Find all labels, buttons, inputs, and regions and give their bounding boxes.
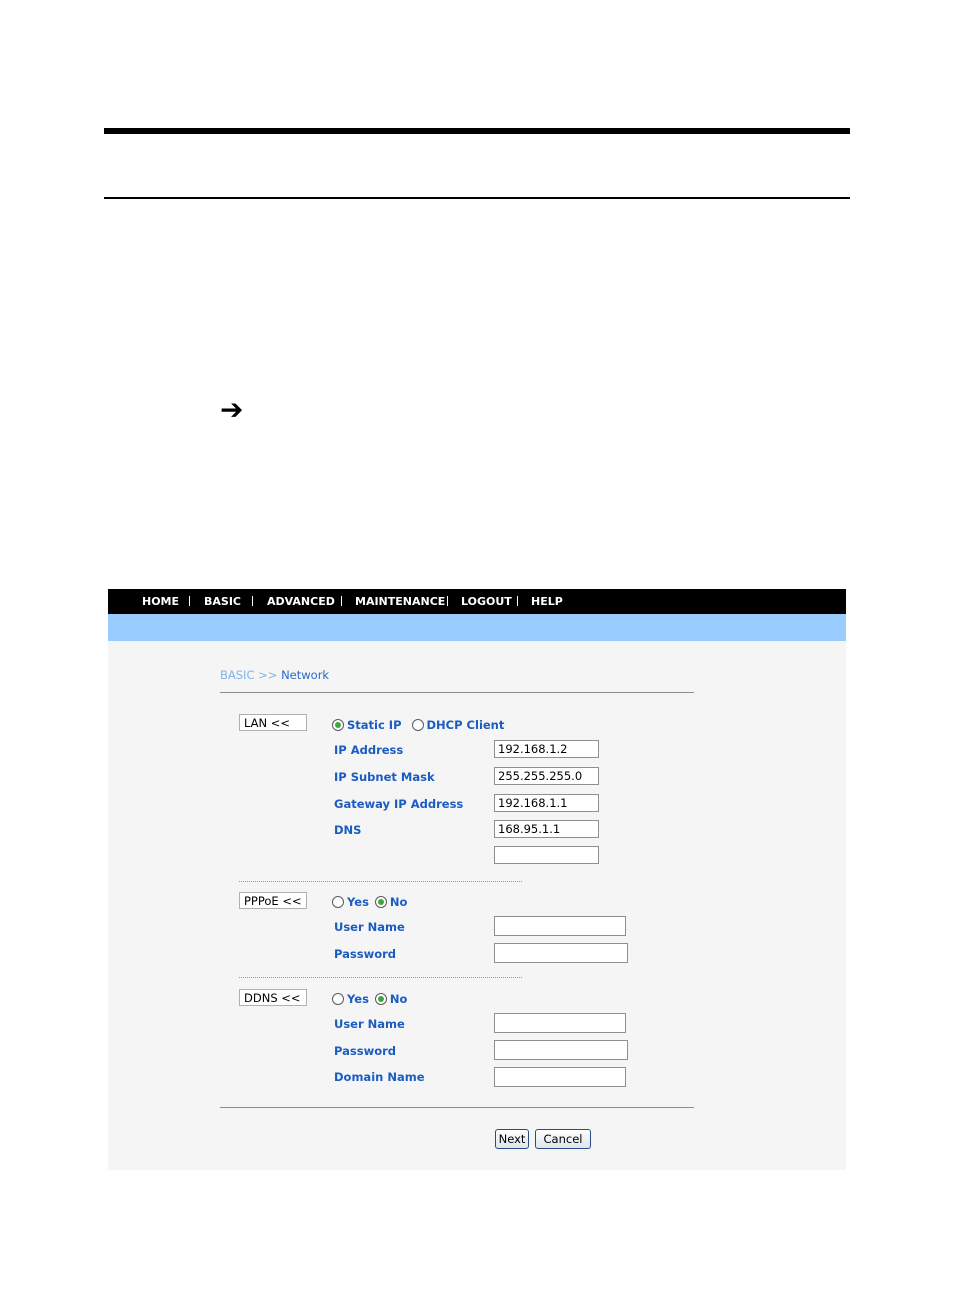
breadcrumb-separator: >> <box>258 668 278 682</box>
ddns-username-input[interactable] <box>494 1013 626 1033</box>
static-ip-radio[interactable] <box>332 719 344 731</box>
sub-nav-bar <box>108 614 846 641</box>
divider-top <box>220 692 694 693</box>
dns-label: DNS <box>334 823 362 837</box>
lan-mode-radio-group <box>332 718 504 732</box>
ddns-domain-input[interactable] <box>494 1067 626 1087</box>
breadcrumb <box>220 668 329 682</box>
gateway-input[interactable]: 192.168.1.1 <box>494 794 599 812</box>
subnet-mask-label: IP Subnet Mask <box>334 770 435 784</box>
nav-basic[interactable]: BASIC <box>204 595 241 608</box>
nav-separator <box>341 596 342 606</box>
ddns-no-radio[interactable] <box>375 993 387 1005</box>
cancel-button[interactable]: Cancel <box>535 1129 591 1149</box>
nav-advanced[interactable]: ADVANCED <box>267 595 335 608</box>
pppoe-yes-radio[interactable] <box>332 896 344 908</box>
router-config-screenshot <box>108 589 846 1170</box>
pppoe-toggle-button[interactable]: PPPoE << <box>239 892 307 909</box>
nav-separator <box>447 596 448 606</box>
ddns-domain-label: Domain Name <box>334 1070 425 1084</box>
ip-address-input[interactable]: 192.168.1.2 <box>494 740 599 758</box>
pppoe-radio-group <box>332 895 407 909</box>
top-nav <box>108 589 846 614</box>
ip-address-label: IP Address <box>334 743 404 757</box>
pppoe-yes-label: Yes <box>347 895 369 909</box>
dhcp-client-label: DHCP Client <box>426 718 505 732</box>
nav-separator <box>517 596 518 606</box>
arrow-right-icon: ➔ <box>220 393 244 426</box>
next-button[interactable]: Next <box>495 1129 529 1149</box>
ddns-toggle-button[interactable]: DDNS << <box>239 989 307 1006</box>
nav-separator <box>252 596 253 606</box>
pppoe-no-label: No <box>389 895 408 909</box>
header-rule-thin <box>104 197 850 199</box>
pppoe-password-input[interactable] <box>494 943 628 963</box>
ddns-radio-group <box>332 992 407 1006</box>
pppoe-username-input[interactable] <box>494 916 626 936</box>
ddns-yes-radio[interactable] <box>332 993 344 1005</box>
ddns-password-input[interactable] <box>494 1040 628 1060</box>
ddns-yes-label: Yes <box>347 992 369 1006</box>
dns-secondary-input[interactable] <box>494 846 599 864</box>
divider-bottom <box>220 1107 694 1108</box>
pppoe-no-radio[interactable] <box>375 896 387 908</box>
nav-logout[interactable]: LOGOUT <box>461 595 512 608</box>
section-divider <box>239 881 522 882</box>
static-ip-label: Static IP <box>347 718 402 732</box>
nav-home[interactable]: HOME <box>142 595 180 608</box>
nav-help[interactable]: HELP <box>531 595 563 608</box>
section-divider <box>239 977 522 978</box>
gateway-label: Gateway IP Address <box>334 797 464 811</box>
breadcrumb-page: Network <box>281 668 330 682</box>
dhcp-client-radio[interactable] <box>412 719 424 731</box>
nav-maintenance[interactable]: MAINTENANCE <box>355 595 446 608</box>
dns-primary-input[interactable]: 168.95.1.1 <box>494 820 599 838</box>
header-rule-thick <box>104 128 850 134</box>
pppoe-username-label: User Name <box>334 920 405 934</box>
breadcrumb-section[interactable]: BASIC <box>220 668 255 682</box>
ddns-password-label: Password <box>334 1044 396 1058</box>
ddns-no-label: No <box>389 992 408 1006</box>
subnet-mask-input[interactable]: 255.255.255.0 <box>494 767 599 785</box>
lan-toggle-button[interactable]: LAN << <box>239 714 307 731</box>
nav-separator <box>189 596 190 606</box>
ddns-username-label: User Name <box>334 1017 405 1031</box>
pppoe-password-label: Password <box>334 947 396 961</box>
